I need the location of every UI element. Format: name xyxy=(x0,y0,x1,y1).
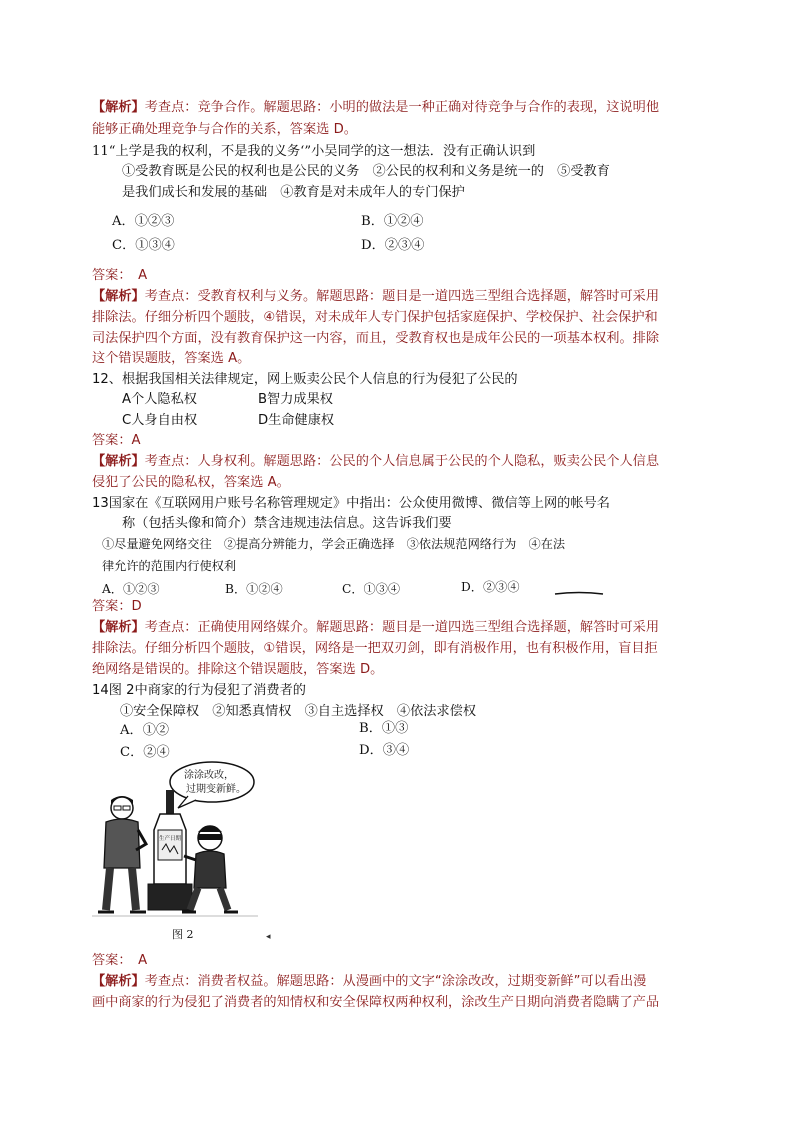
q13-stem-line1: 13国家在《互联网用户账号名称管理规定》中指出：公众使用微博、微信等上网的帐号名 xyxy=(92,496,610,511)
q14-option-b: B．①③ xyxy=(359,721,409,736)
analysis-tag: 【解析】 xyxy=(92,454,145,469)
analysis-text: 考查点：受教育权利与义务。解题思路：题目是一道四选三型组合选择题，解答时可采用 xyxy=(144,289,660,304)
q11-option-b: B．①②④ xyxy=(361,214,424,229)
q10-analysis-line1 xyxy=(92,99,659,117)
q11-analysis-line3: 司法保护四个方面，没有教育保护这一内容，而且，受教育权也是成年公民的一项基本权利。排除 xyxy=(92,331,660,346)
q12-option-d: D生命健康权 xyxy=(258,413,335,428)
q14-answer: 答案： A xyxy=(92,953,148,968)
cartoon-figure xyxy=(92,760,258,920)
q12-option-a: A个人隐私权 xyxy=(122,392,197,407)
stray-mark: ◂ xyxy=(266,932,271,942)
q13-option-d: D．②③④ xyxy=(461,580,520,594)
q14-analysis-line1 xyxy=(92,973,646,991)
q11-analysis-line2: 排除法。仔细分析四个题肢，④错误，对未成年人专门保护包括家庭保护、学校保护、社会保护和 xyxy=(92,310,658,325)
q11-analysis-line1 xyxy=(92,288,659,306)
bottle-label: 生产日期 xyxy=(159,836,182,842)
q11-stem-line3: 是我们成长和发展的基础 ④教育是对未成年人的专门保护 xyxy=(122,185,465,200)
q12-analysis-line1 xyxy=(92,453,659,471)
analysis-text: 考查点：消费者权益。解题思路：从漫画中的文字“涂涂改改，过期变新鲜”可以看出漫 xyxy=(144,974,647,989)
q12-option-b: B智力成果权 xyxy=(258,392,333,407)
q13-analysis-line3: 绝网络是错误的。排除这个错误题肢，答案选 D。 xyxy=(92,662,384,677)
q14-rights: ①安全保障权 ②知悉真情权 ③自主选择权 ④依法求偿权 xyxy=(120,704,477,719)
q11-stem-line2: ①受教育既是公民的权利也是公民的义务 ②公民的权利和义务是统一的 ⑤受教育 xyxy=(122,164,610,179)
q11-option-c: C．①③④ xyxy=(112,238,175,253)
analysis-tag: 【解析】 xyxy=(92,620,145,635)
consumer-figure xyxy=(98,796,146,912)
q11-option-d: D．②③④ xyxy=(361,238,425,253)
q12-answer: 答案：A xyxy=(92,433,141,448)
q13-option-b: B．①②④ xyxy=(225,582,283,596)
q13-analysis-line1 xyxy=(92,619,659,637)
q13-option-c: C．①③④ xyxy=(342,582,401,596)
q12-option-c: C人身自由权 xyxy=(122,413,198,428)
q14-stem: 14图 2中商家的行为侵犯了消费者的 xyxy=(92,683,306,698)
merchant-figure xyxy=(182,826,238,912)
bubble-text-line1: 涂涂改改， xyxy=(184,770,234,781)
q11-stem-line1: 11“上学是我的权利，不是我的义务‘”小吴同学的这一想法．没有正确认识到 xyxy=(92,144,536,159)
q11-option-a: A．①②③ xyxy=(112,214,175,229)
q13-option-a: A．①②③ xyxy=(102,582,160,596)
analysis-text: 考查点：竞争合作。解题思路：小明的做法是一种正确对待竞争与合作的表现，这说明他 xyxy=(144,100,660,115)
bottle-icon xyxy=(148,790,192,910)
q13-stem-line4: 律允许的范围内行使权利 xyxy=(102,559,237,573)
q14-option-d: D．③④ xyxy=(359,743,410,758)
q12-stem: 12、根据我国相关法律规定，网上贩卖公民个人信息的行为侵犯了公民的 xyxy=(92,372,518,387)
speech-bubble xyxy=(170,762,254,802)
analysis-tag: 【解析】 xyxy=(92,289,145,304)
q13-answer: 答案：D xyxy=(92,599,142,614)
analysis-text: 考查点：正确使用网络媒介。解题思路：题目是一道四选三型组合选择题，解答时可采用 xyxy=(144,620,660,635)
q11-answer: 答案： A xyxy=(92,268,148,283)
q13-stem-line2: 称（包括头像和简介）禁含违规违法信息。这告诉我们要 xyxy=(122,516,452,531)
figure-caption: 图 2 xyxy=(172,928,194,941)
q11-analysis-line4: 这个错误题肢，答案选 A。 xyxy=(92,351,251,366)
decorative-stroke xyxy=(554,590,604,596)
q14-option-c: C．②④ xyxy=(120,745,170,760)
analysis-tag: 【解析】 xyxy=(92,974,145,989)
analysis-tag: 【解析】 xyxy=(92,100,145,115)
q13-analysis-line2: 排除法。仔细分析四个题肢，①错误，网络是一把双刃剑，即有消极作用，也有积极作用，盲目拒 xyxy=(92,641,658,656)
analysis-text: 考查点：人身权利。解题思路：公民的个人信息属于公民的个人隐私，贩卖公民个人信息 xyxy=(144,454,660,469)
q13-stem-line3: ①尽量避免网络交往 ②提高分辨能力，学会正确选择 ③依法规范网络行为 ④在法 xyxy=(102,537,566,551)
bubble-text-line2: 过期变新鲜。 xyxy=(186,784,246,795)
q14-option-a: A．①② xyxy=(120,723,170,738)
q14-analysis-line2: 画中商家的行为侵犯了消费者的知情权和安全保障权两种权利，涂改生产日期向消费者隐瞒了产品 xyxy=(92,995,660,1010)
q12-analysis-line2: 侵犯了公民的隐私权，答案选 A。 xyxy=(92,475,290,490)
q10-analysis-line2: 能够正确处理竞争与合作的关系，答案选 D。 xyxy=(92,122,357,137)
